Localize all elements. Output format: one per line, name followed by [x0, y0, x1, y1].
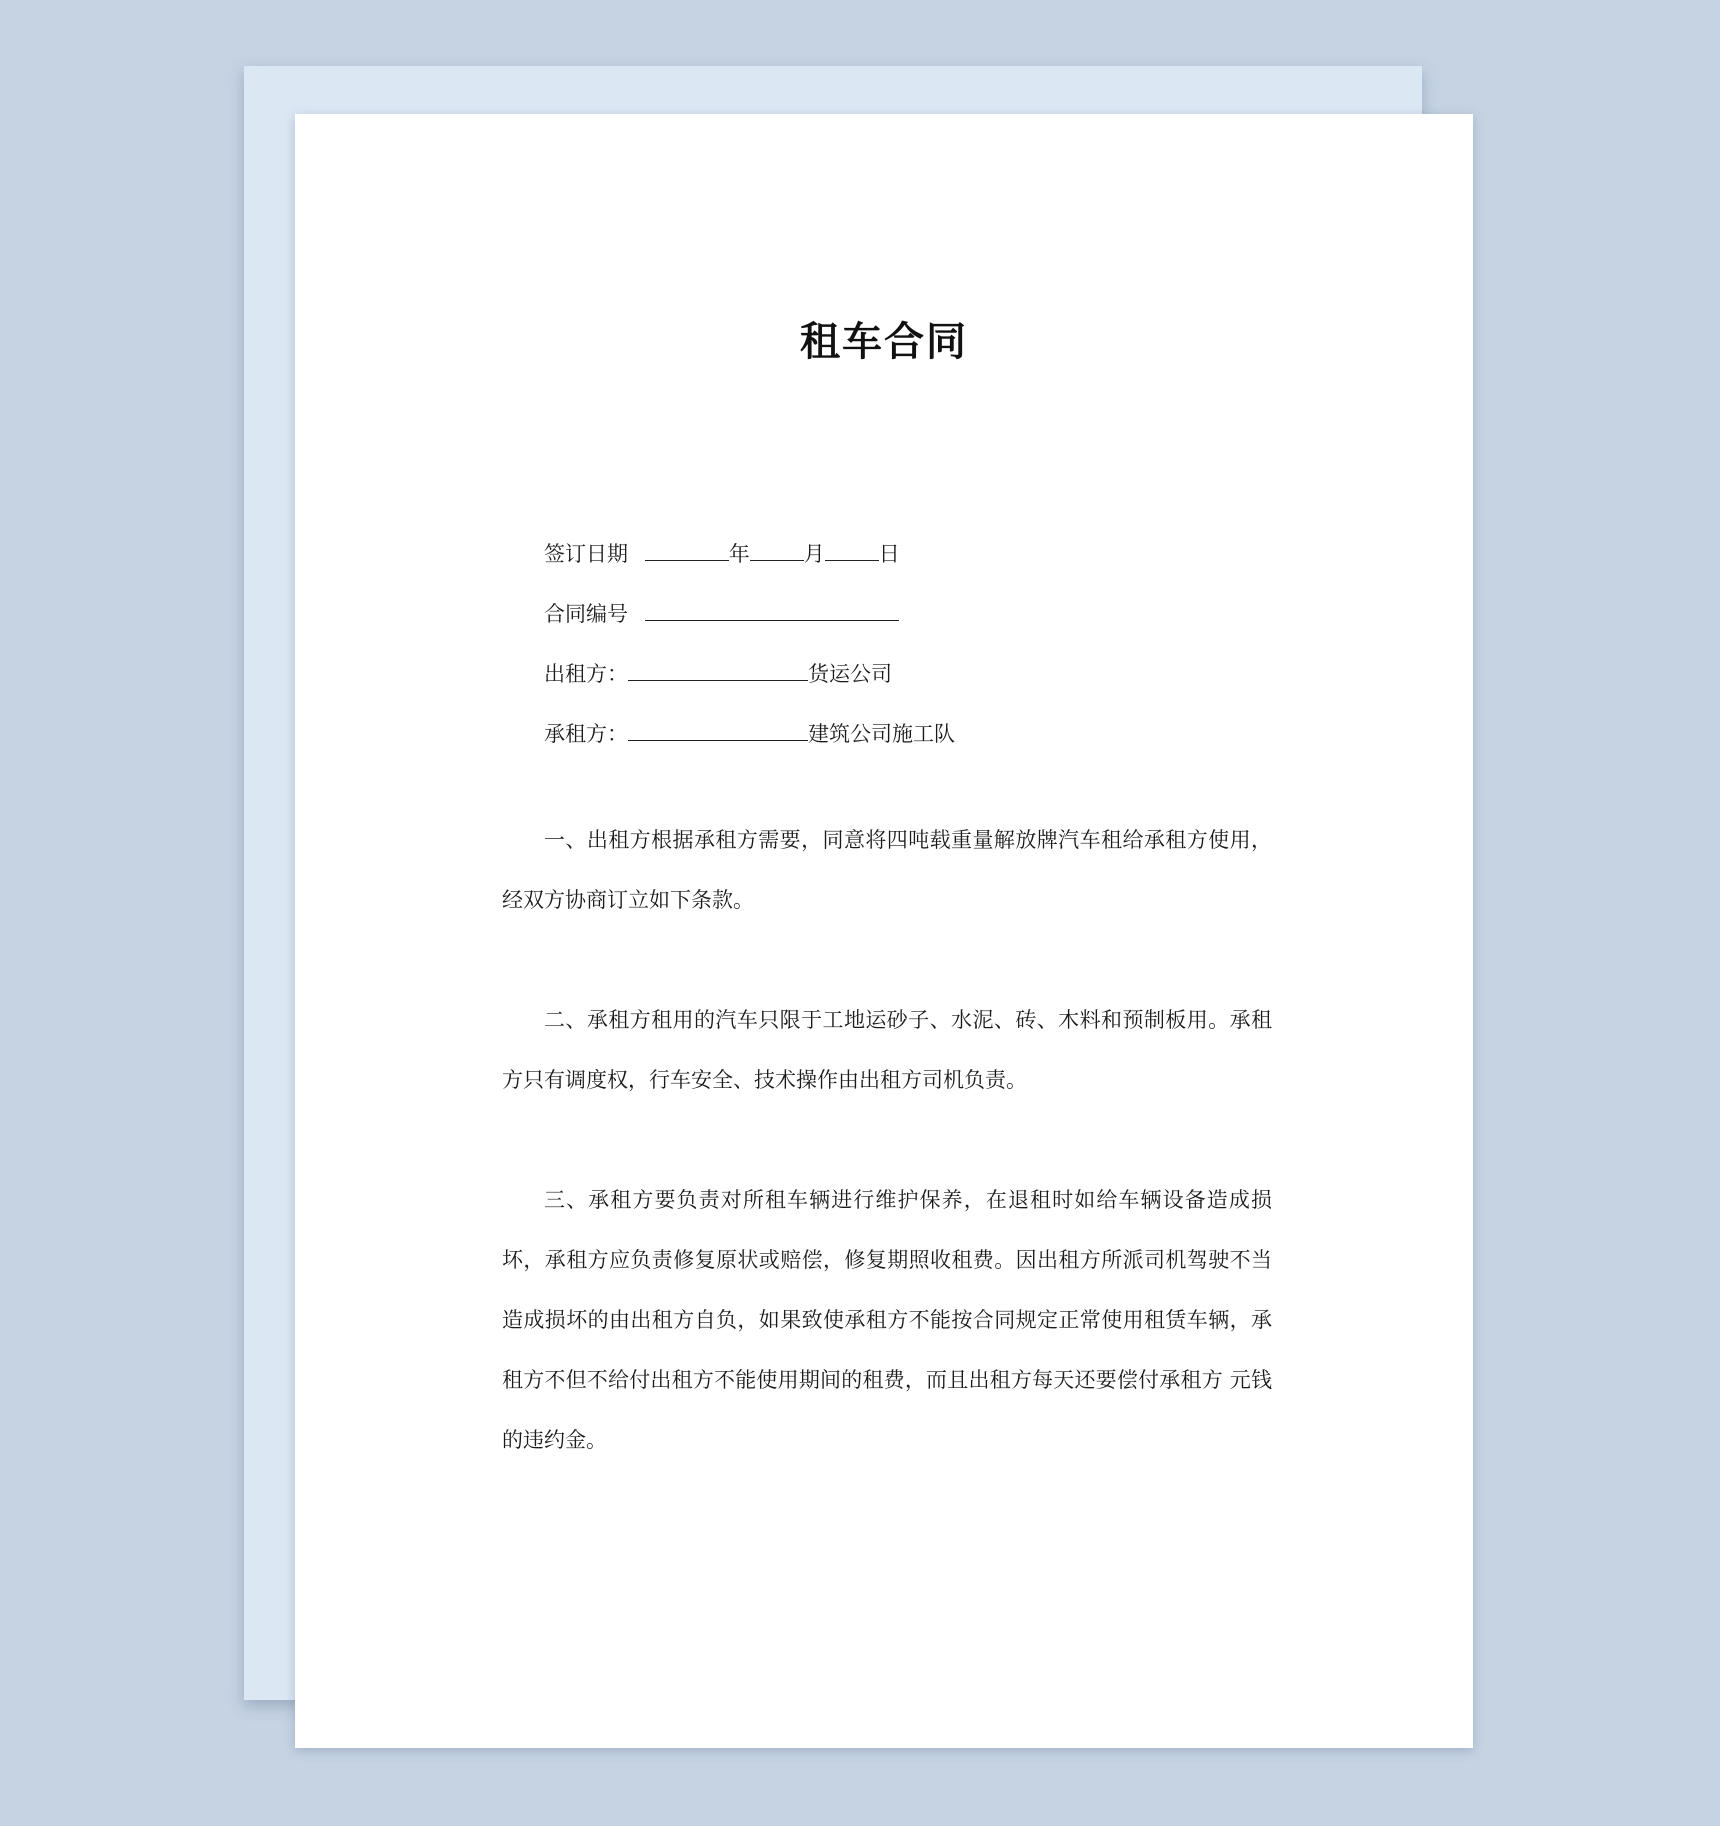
lessee-name-blank[interactable] [628, 720, 808, 741]
contract-no-blank[interactable] [645, 600, 899, 621]
month-label: 月 [803, 542, 825, 566]
day-blank[interactable] [825, 540, 879, 561]
clause-1: 一、出租方根据承租方需要，同意将四吨载重量解放牌汽车租给承租方使用，经双方协商订立如下条款。 [502, 828, 1272, 912]
lessor-name-blank[interactable] [628, 660, 808, 681]
month-blank[interactable] [750, 540, 804, 561]
clause-3: 三、承租方要负责对所租车辆进行维护保养，在退租时如给车辆设备造成损坏，承租方应负责修复原状或赔偿，修复期照收租费。因出租方所派司机驾驶不当造成损坏的由出租方自负，如果致使承租方不能按合同规定正常使用租赁车辆，承租方不但不给付出租方不能使用期间的租费，而且出租方每天还要偿付承租方 元钱的违约金。 [502, 1188, 1272, 1452]
lessee-suffix: 建筑公司施工队 [808, 722, 955, 746]
sign-date-field [544, 538, 900, 568]
lessor-suffix: 货运公司 [808, 662, 892, 686]
lessee-field [544, 718, 955, 748]
lessor-label: 出租方： [544, 662, 628, 686]
lessee-label: 承租方： [544, 722, 628, 746]
lessor-field [544, 658, 892, 688]
year-label: 年 [728, 542, 750, 566]
contract-no-label: 合同编号 [544, 602, 628, 626]
sign-date-label: 签订日期 [544, 542, 628, 566]
day-label: 日 [878, 542, 900, 566]
year-blank[interactable] [645, 540, 729, 561]
document-page [295, 114, 1473, 1748]
contract-no-field [544, 598, 899, 628]
clause-2: 二、承租方租用的汽车只限于工地运砂子、水泥、砖、木料和预制板用。承租方只有调度权，行车安全、技术操作由出租方司机负责。 [502, 1008, 1272, 1092]
document-title: 租车合同 [800, 319, 968, 365]
